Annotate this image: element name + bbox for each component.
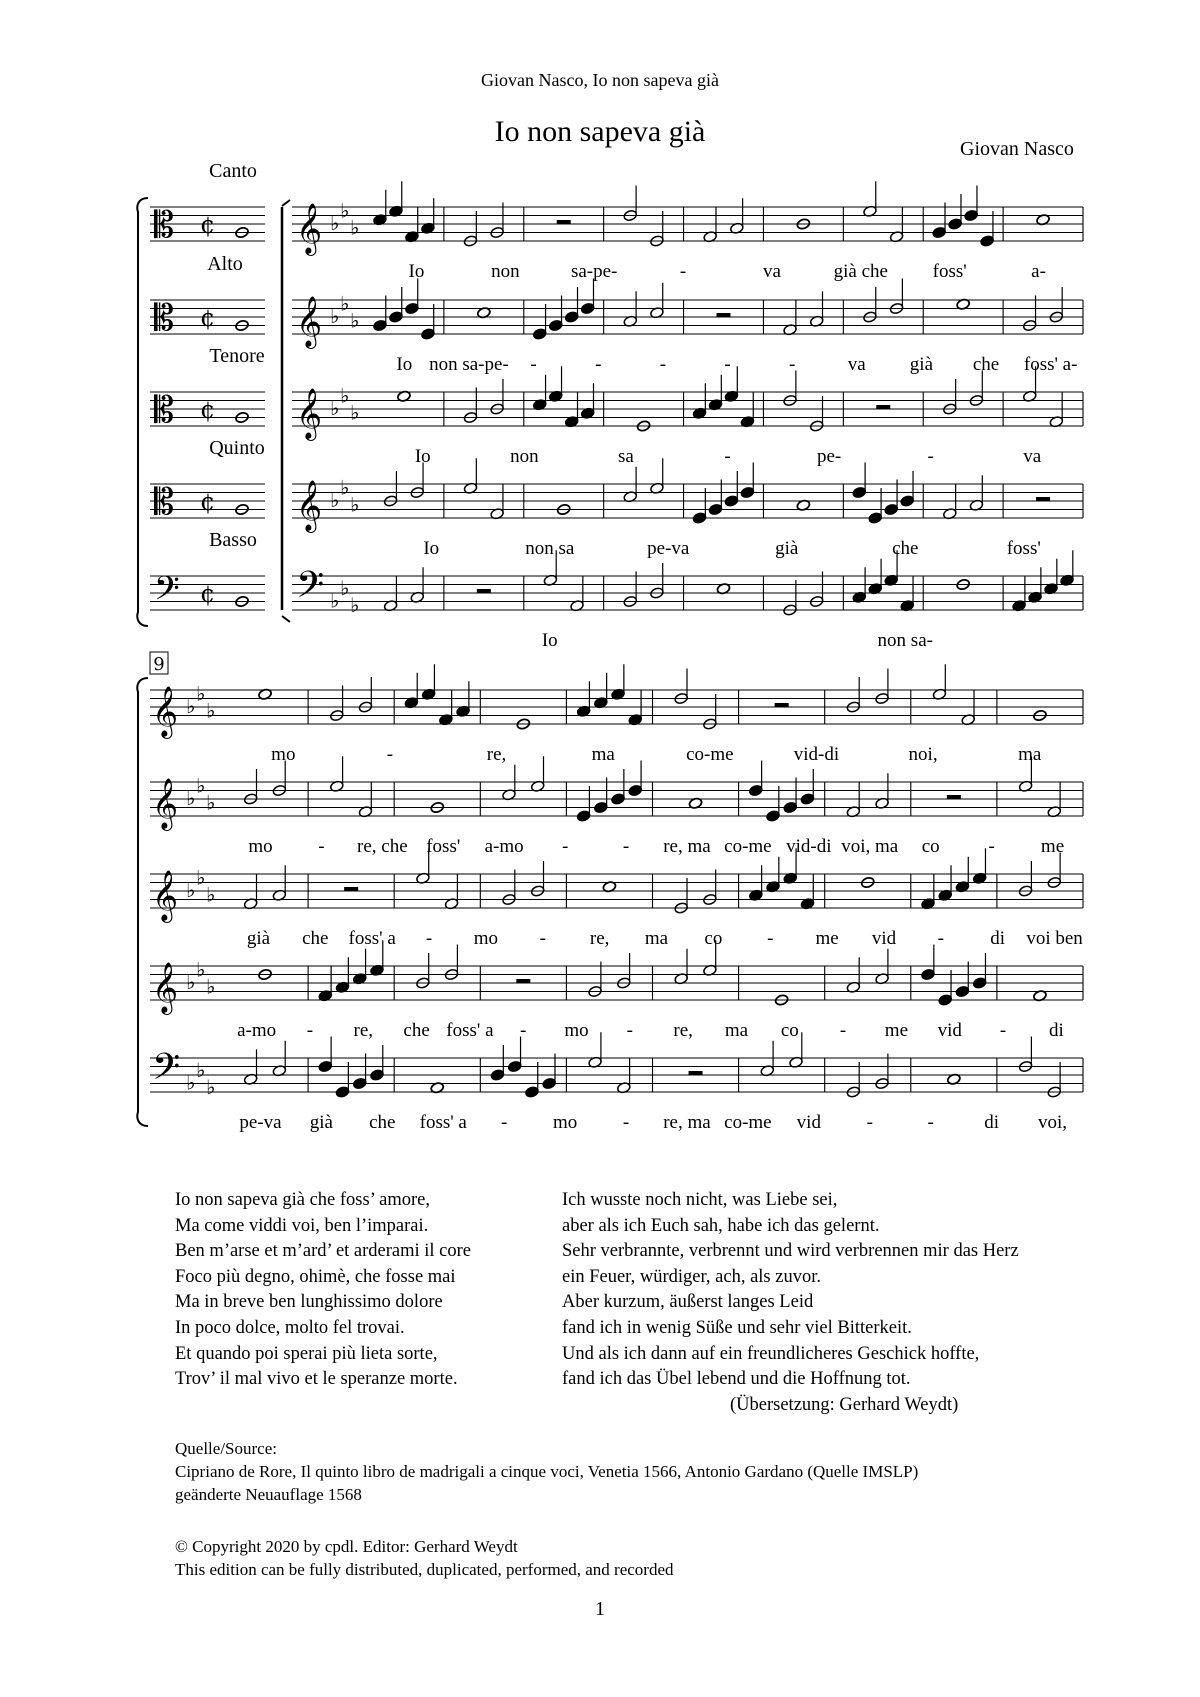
note-head <box>352 1077 367 1090</box>
lyric-syllable: voi ben <box>1026 928 1083 949</box>
lyric-syllable: - <box>306 1020 314 1041</box>
lyric-syllable: mo <box>271 744 296 765</box>
lyric-syllable: mo <box>552 1112 578 1133</box>
lyric-syllable: sa-pe- <box>570 261 618 282</box>
treble-clef-icon: 𝄞 <box>296 203 323 254</box>
lyric-syllable: va <box>1023 446 1042 467</box>
poem-line: Aber kurzum, äußerst langes Leid <box>562 1292 814 1313</box>
note-head <box>900 495 915 508</box>
system-bracket <box>137 198 148 626</box>
poem-line: Et quando poi sperai più lieta sorte, <box>175 1343 438 1364</box>
lyric-syllable: co <box>704 928 723 949</box>
lyric-syllable: co <box>780 1020 799 1041</box>
lyric-syllable: co <box>921 836 940 857</box>
lyric-syllable: co-me <box>686 744 734 765</box>
flat-sign-icon: ♭ <box>340 383 350 408</box>
note-head <box>611 793 626 806</box>
lyric-syllable: già <box>309 1112 334 1133</box>
lyric-syllable: re, che <box>357 836 408 857</box>
poem-line: Ich wusste noch nicht, was Liebe sei, <box>562 1190 838 1210</box>
note-head <box>766 810 781 823</box>
flat-sign-icon: ♭ <box>186 1070 196 1095</box>
lyric-line <box>423 538 1040 559</box>
note-head <box>594 801 609 814</box>
lyric-syllable: voi, <box>1038 1112 1068 1133</box>
lyric-syllable: re, ma <box>663 1112 711 1133</box>
note-head <box>507 1060 522 1073</box>
treble-clef-icon: 𝄞 <box>296 296 323 347</box>
note-head <box>955 985 970 998</box>
note-head <box>548 319 563 332</box>
lyric-syllable: - <box>999 1020 1007 1041</box>
lyric-syllable: va <box>847 354 866 375</box>
page-title: Io non sapeva già <box>494 115 706 148</box>
lyric-syllable: che <box>892 538 919 559</box>
treble-clef-icon: 𝄞 <box>152 686 179 737</box>
c-clef-icon: 𝄡 <box>154 298 175 339</box>
page-number: 1 <box>595 1598 605 1620</box>
flat-sign-icon: ♭ <box>206 698 216 723</box>
running-head: Giovan Nasco, Io non sapeva già <box>481 70 719 90</box>
flat-sign-icon: ♭ <box>196 1057 206 1082</box>
flat-sign-icon: ♭ <box>350 492 360 517</box>
lyric-syllable: che <box>369 1112 396 1133</box>
lyric-syllable: me <box>815 928 839 949</box>
lyric-syllable: - <box>927 446 934 467</box>
half-rest <box>717 313 731 317</box>
lyric-syllable: me <box>1040 836 1065 857</box>
flat-sign-icon: ♭ <box>186 878 196 902</box>
flat-sign-icon: ♭ <box>186 786 196 810</box>
note-head <box>921 968 936 981</box>
flat-sign-icon: ♭ <box>350 215 360 240</box>
lyric-syllable: di <box>990 928 1006 949</box>
lyric-syllable: foss' <box>932 261 967 282</box>
lyric-syllable: me <box>884 1020 909 1041</box>
voice-name-quinto: Quinto <box>209 437 265 459</box>
lyric-syllable: - <box>659 354 667 375</box>
note-head <box>576 810 591 823</box>
treble-clef-icon: 𝄞 <box>296 388 323 439</box>
system-bracket <box>137 678 148 1126</box>
source-line: Cipriano de Rore, Il quinto libro de madrigali a cinque voci, Venetia 1566, Antonio Gardano (Quelle IMSLP) <box>175 1462 919 1481</box>
lyric-syllable: foss' a <box>348 928 396 949</box>
lyric-line <box>409 261 1046 282</box>
source-line: geänderte Neuauflage 1568 <box>175 1485 362 1504</box>
flat-sign-icon: ♭ <box>206 882 216 907</box>
cut-time-icon: ¢ <box>200 488 216 516</box>
copyright-note <box>175 1535 674 1581</box>
lyric-syllable: re, <box>353 1020 374 1041</box>
note-head <box>932 226 947 239</box>
lyric-line <box>415 446 1042 467</box>
flat-sign-icon: ♭ <box>206 1074 216 1099</box>
flat-sign-icon: ♭ <box>196 773 206 798</box>
lyric-syllable: di <box>984 1112 999 1133</box>
flat-sign-icon: ♭ <box>340 475 350 500</box>
source-label: Quelle/Source: <box>175 1439 277 1458</box>
lyric-syllable: pe- <box>816 446 842 467</box>
half-rest <box>876 405 890 409</box>
note-head <box>692 512 707 525</box>
flat-sign-icon: ♭ <box>330 396 340 420</box>
lyric-line <box>239 1112 1067 1133</box>
treble-clef-icon: 𝄞 <box>152 962 179 1013</box>
lyric-syllable: foss' a <box>419 1112 467 1133</box>
poem-line: Und als ich dann auf ein freundlicheres Geschick hoffte, <box>562 1343 980 1364</box>
lyric-syllable: ma <box>591 744 615 765</box>
lyric-syllable: - <box>595 354 602 375</box>
lyric-line <box>542 630 933 651</box>
cut-time-icon: ¢ <box>200 211 216 239</box>
lyric-syllable: mo <box>564 1020 589 1041</box>
measure-number: 9 <box>153 654 165 675</box>
lyric-syllable: foss' <box>426 836 461 857</box>
lyric-syllable: - <box>539 928 546 949</box>
lyric-syllable: sa <box>618 446 634 467</box>
poem-line: In poco dolce, molto fel trovai. <box>175 1317 405 1338</box>
lyric-syllable: va <box>762 261 781 282</box>
cut-time-icon: ¢ <box>200 396 216 424</box>
poem-german <box>562 1188 1019 1418</box>
voice-name-basso: Basso <box>209 529 257 551</box>
note-head <box>980 235 995 248</box>
note-head <box>972 977 987 990</box>
lyric-syllable: re, <box>673 1020 693 1041</box>
note-head <box>490 1069 505 1082</box>
treble-clef-icon: 𝄞 <box>152 870 179 921</box>
lyric-syllable: - <box>988 836 995 857</box>
flat-sign-icon: ♭ <box>206 790 216 815</box>
lyric-syllable: non sa- <box>877 630 933 651</box>
lyric-syllable: ma <box>724 1020 749 1041</box>
lyric-syllable: mo <box>248 836 273 857</box>
note-head <box>868 512 883 525</box>
composer-name: Giovan Nasco <box>960 138 1074 160</box>
lyric-syllable: - <box>866 1112 873 1133</box>
lyric-syllable: già <box>909 354 934 375</box>
lyric-syllable: Io <box>423 538 440 559</box>
lyric-syllable: foss' a- <box>1023 354 1078 375</box>
lyric-syllable: vid <box>796 1112 821 1133</box>
lyric-syllable: non <box>510 446 539 467</box>
lyric-syllable: noi, <box>908 744 938 765</box>
half-rest <box>477 589 491 593</box>
note-head <box>708 503 723 516</box>
bass-clef-icon: 𝄢 <box>296 564 325 615</box>
c-clef-icon: 𝄡 <box>154 205 175 246</box>
flat-sign-icon: ♭ <box>196 681 206 706</box>
note-head <box>740 486 755 499</box>
lyric-syllable: ma <box>1018 744 1042 765</box>
flat-sign-icon: ♭ <box>340 575 350 600</box>
lyric-syllable: - <box>679 261 687 282</box>
lyric-syllable: - <box>724 446 731 467</box>
c-clef-icon: 𝄡 <box>154 390 175 431</box>
note-head <box>335 1086 350 1099</box>
note-head <box>421 328 436 341</box>
poem-line: Ma in breve ben lunghissimo dolore <box>175 1292 443 1313</box>
flat-sign-icon: ♭ <box>330 211 340 235</box>
voice-name-canto: Canto <box>209 160 257 182</box>
half-rest <box>775 703 789 707</box>
lyric-line <box>271 744 1042 765</box>
lyric-syllable: - <box>622 1112 630 1133</box>
lyric-syllable: foss' <box>1006 538 1041 559</box>
lyric-syllable: di <box>1048 1020 1064 1041</box>
lyric-syllable: - <box>788 354 796 375</box>
lyric-syllable: - <box>927 1112 934 1133</box>
note-head <box>318 1060 333 1073</box>
note-head <box>884 503 899 516</box>
lyric-line <box>248 836 1064 857</box>
lyric-syllable: vid-di <box>793 744 840 765</box>
flat-sign-icon: ♭ <box>340 291 350 316</box>
half-rest <box>557 220 571 224</box>
copyright-line: This edition can be fully distributed, duplicated, performed, and recorded <box>175 1560 674 1579</box>
flat-sign-icon: ♭ <box>350 308 360 333</box>
lyric-syllable: già <box>246 928 271 949</box>
lyric-syllable: co-me <box>724 1112 772 1133</box>
lyric-syllable: foss' a <box>446 1020 494 1041</box>
voice-name-tenore: Tenore <box>209 345 265 367</box>
poem-line: fand ich in wenig Süße und sehr viel Bitterkeit. <box>562 1317 912 1338</box>
lyric-line <box>237 1020 1064 1041</box>
note-head <box>564 311 579 324</box>
poem-line: Io non sapeva già che foss’ amore, <box>175 1190 430 1210</box>
flat-sign-icon: ♭ <box>350 400 360 425</box>
lyric-syllable: co-me <box>724 836 772 857</box>
lyric-syllable: a-mo <box>484 836 524 857</box>
poem-line: fand ich das Übel lebend und die Hoffnung tot. <box>562 1369 911 1390</box>
lyric-syllable: vid-di <box>786 836 832 857</box>
note-head <box>783 801 798 814</box>
flat-sign-icon: ♭ <box>186 970 196 994</box>
bass-clef-icon: 𝄢 <box>154 570 180 616</box>
lyric-syllable: - <box>425 928 433 949</box>
lyric-syllable: non sa <box>525 538 575 559</box>
lyric-syllable: mo <box>473 928 499 949</box>
flat-sign-icon: ♭ <box>330 588 340 613</box>
note-head <box>542 1077 557 1090</box>
note-head <box>373 319 388 332</box>
cut-time-icon: ¢ <box>200 580 216 608</box>
half-rest <box>689 1071 703 1075</box>
note-head <box>948 218 963 231</box>
flat-sign-icon: ♭ <box>196 957 206 982</box>
lyric-syllable: - <box>622 836 630 857</box>
poem-line: aber als ich Euch sah, habe ich das gelernt. <box>562 1215 880 1236</box>
flat-sign-icon: ♭ <box>350 592 360 617</box>
lyric-syllable: che <box>972 354 1000 375</box>
poem-line: Ben m’arse et m’ard’ et arderami il core <box>175 1241 472 1262</box>
note-head <box>525 1086 540 1099</box>
lyric-syllable: Io <box>414 446 431 467</box>
treble-clef-icon: 𝄞 <box>152 778 179 829</box>
lyric-syllable: a-mo <box>237 1020 277 1041</box>
poem-line: ein Feuer, würdiger, ach, als zuvor. <box>562 1266 821 1287</box>
note-head <box>724 495 739 508</box>
lyric-syllable: - <box>520 1020 527 1041</box>
lyric-syllable: Io <box>396 354 413 375</box>
poem-line: Foco più degno, ohimè, che fosse mai <box>175 1266 456 1287</box>
treble-clef-icon: 𝄞 <box>296 480 323 531</box>
half-rest <box>344 887 358 891</box>
lyric-syllable: re, <box>486 744 507 765</box>
note-head <box>389 311 404 324</box>
lyric-syllable: già <box>775 538 799 559</box>
voice-name-alto: Alto <box>207 253 243 275</box>
half-rest <box>516 979 530 983</box>
lyric-syllable: a- <box>1031 261 1046 282</box>
lyric-syllable: - <box>561 836 569 857</box>
poem-line: Trov’ il mal vivo et le speranze morte. <box>175 1369 458 1390</box>
lyric-syllable: ma <box>644 928 669 949</box>
source-note <box>175 1437 918 1506</box>
lyric-syllable: voi, ma <box>841 836 899 857</box>
note-head <box>964 209 979 222</box>
lyric-syllable: vid <box>871 928 897 949</box>
c-clef-icon: 𝄡 <box>154 482 175 523</box>
lyric-syllable: pe-va <box>239 1112 282 1133</box>
lyric-syllable: - <box>318 836 325 857</box>
half-rest <box>1036 497 1050 501</box>
poem-line: Ma come viddi voi, ben l’imparai. <box>175 1215 429 1236</box>
bass-clef-icon: 𝄢 <box>152 1046 181 1097</box>
lyric-syllable: non sa-pe- <box>429 354 509 375</box>
flat-sign-icon: ♭ <box>206 974 216 999</box>
translation-credit: (Übersetzung: Gerhard Weydt) <box>730 1394 959 1415</box>
lyric-syllable: re, ma <box>663 836 711 857</box>
lyric-syllable: - <box>767 928 774 949</box>
note-head <box>370 1069 385 1082</box>
note-head <box>748 784 763 797</box>
lyric-syllable: re, <box>589 928 610 949</box>
lyric-syllable: vid <box>937 1020 962 1041</box>
flat-sign-icon: ♭ <box>186 694 196 718</box>
cut-time-icon: ¢ <box>200 304 216 332</box>
lyric-syllable: - <box>937 928 944 949</box>
note-head <box>580 302 595 315</box>
lyric-syllable: - <box>626 1020 634 1041</box>
lyric-syllable: che <box>403 1020 430 1041</box>
lyric-syllable: - <box>724 354 731 375</box>
half-rest <box>947 795 961 799</box>
flat-sign-icon: ♭ <box>330 304 340 328</box>
flat-sign-icon: ♭ <box>340 198 350 223</box>
lyric-syllable: che <box>302 928 329 949</box>
note-head <box>938 994 953 1007</box>
lyric-syllable: non <box>491 261 520 282</box>
lyric-syllable: - <box>386 744 394 765</box>
lyric-syllable: Io <box>408 261 425 282</box>
poem-line: Sehr verbrannte, verbrennt und wird verbrennen mir das Herz <box>562 1241 1019 1262</box>
lyric-syllable: - <box>530 354 537 375</box>
lyric-syllable: - <box>501 1112 508 1133</box>
note-head <box>800 793 815 806</box>
copyright-line: © Copyright 2020 by cpdl. Editor: Gerhard Weydt <box>175 1537 518 1556</box>
lyric-syllable: - <box>839 1020 847 1041</box>
note-head <box>532 328 547 341</box>
lyric-line <box>247 928 1083 949</box>
lyric-syllable: pe-va <box>647 538 690 559</box>
lyric-syllable: Io <box>541 630 558 651</box>
note-head <box>852 486 867 499</box>
flat-sign-icon: ♭ <box>330 488 340 512</box>
lyric-syllable: già che <box>833 261 888 282</box>
poem-italian <box>175 1188 471 1393</box>
note-head <box>405 302 420 315</box>
flat-sign-icon: ♭ <box>196 865 206 890</box>
note-head <box>628 784 643 797</box>
